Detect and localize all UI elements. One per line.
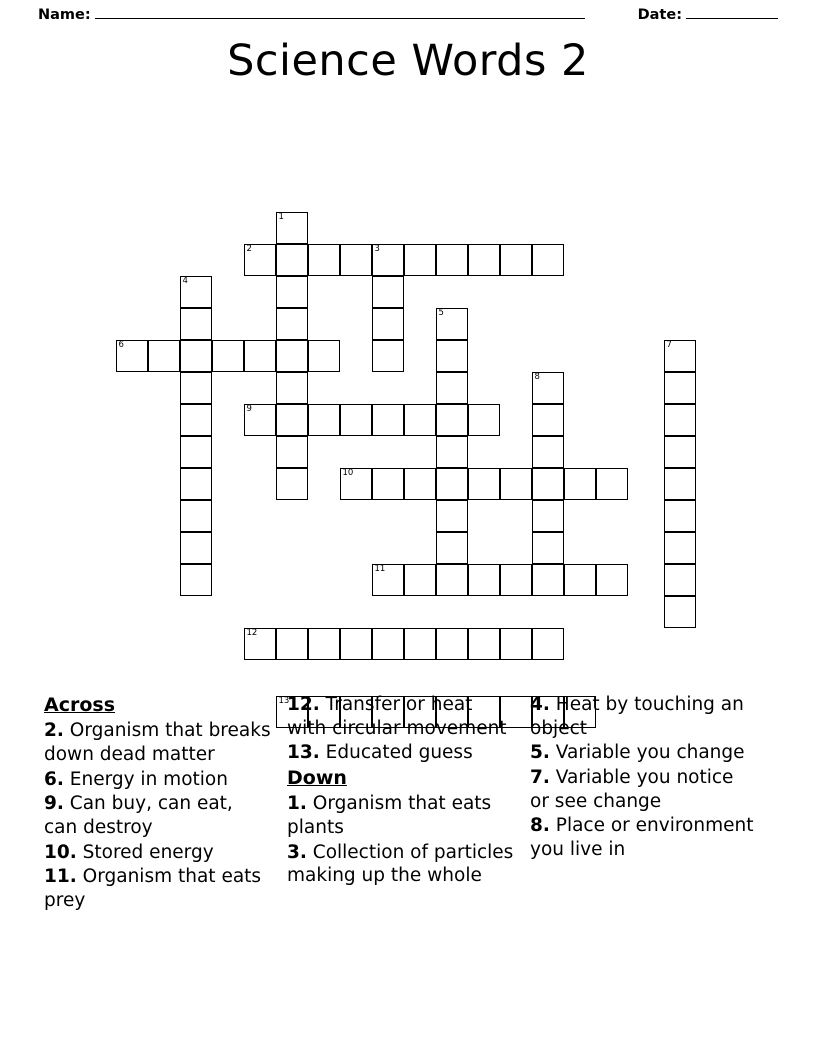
clue-text: Variable you change bbox=[549, 742, 745, 764]
across-heading: Across bbox=[44, 694, 116, 716]
grid-cell[interactable] bbox=[500, 468, 532, 500]
clue-text: Organism that eats prey bbox=[44, 866, 262, 912]
clue-number: 11. bbox=[44, 866, 77, 888]
grid-cell[interactable] bbox=[664, 340, 696, 372]
clue-number: 2. bbox=[44, 720, 64, 742]
grid-cell[interactable] bbox=[276, 372, 308, 404]
grid-cell[interactable] bbox=[404, 244, 436, 276]
clue-text: Energy in motion bbox=[63, 768, 228, 790]
clue-item bbox=[530, 693, 757, 740]
clues-section bbox=[44, 693, 774, 914]
page-title: Science Words 2 bbox=[227, 36, 589, 86]
grid-cell[interactable] bbox=[404, 468, 436, 500]
clue-text: Heat by touching an object bbox=[530, 694, 744, 739]
grid-cell[interactable] bbox=[244, 340, 276, 372]
clues-column-2 bbox=[287, 693, 530, 914]
grid-cell[interactable] bbox=[664, 564, 696, 596]
clue-text: Educated guess bbox=[319, 742, 473, 764]
clue-text: Stored energy bbox=[76, 841, 214, 863]
grid-cell-number: 9 bbox=[246, 404, 252, 414]
clue-item bbox=[530, 814, 757, 861]
grid-cell[interactable] bbox=[180, 564, 212, 596]
name-field-group bbox=[38, 6, 638, 23]
grid-cell[interactable] bbox=[372, 628, 404, 660]
clue-item bbox=[287, 741, 514, 765]
grid-cell[interactable] bbox=[468, 564, 500, 596]
grid-cell[interactable] bbox=[664, 500, 696, 532]
clue-text: Transfer or heat with circular movement bbox=[287, 694, 507, 739]
grid-cell[interactable] bbox=[372, 276, 404, 308]
grid-cell[interactable] bbox=[180, 436, 212, 468]
grid-cell[interactable] bbox=[340, 468, 372, 500]
grid-cell[interactable] bbox=[180, 340, 212, 372]
grid-cell[interactable] bbox=[532, 244, 564, 276]
grid-cell[interactable] bbox=[500, 564, 532, 596]
grid-cell[interactable] bbox=[244, 244, 276, 276]
grid-cell[interactable] bbox=[500, 628, 532, 660]
clue-number: 5. bbox=[530, 742, 550, 764]
grid-cell-number: 11 bbox=[374, 564, 386, 574]
grid-cell[interactable] bbox=[276, 468, 308, 500]
grid-cell[interactable] bbox=[340, 628, 372, 660]
grid-cell[interactable] bbox=[596, 468, 628, 500]
grid-cell-number: 8 bbox=[534, 372, 540, 382]
grid-cell[interactable] bbox=[276, 244, 308, 276]
grid-cell-number: 3 bbox=[374, 244, 380, 254]
name-label: Name: bbox=[38, 6, 91, 23]
clue-number: 7. bbox=[530, 767, 550, 789]
grid-cell[interactable] bbox=[276, 276, 308, 308]
grid-cell[interactable] bbox=[372, 468, 404, 500]
clue-item bbox=[287, 841, 514, 888]
grid-cell[interactable] bbox=[532, 468, 564, 500]
clue-item bbox=[287, 693, 514, 740]
grid-cell[interactable] bbox=[436, 628, 468, 660]
grid-cell[interactable] bbox=[276, 628, 308, 660]
clue-number: 9. bbox=[44, 793, 64, 815]
grid-cell[interactable] bbox=[500, 244, 532, 276]
clue-number: 1. bbox=[287, 793, 307, 815]
clue-item bbox=[44, 841, 271, 865]
grid-cell[interactable] bbox=[532, 628, 564, 660]
grid-cell[interactable] bbox=[532, 564, 564, 596]
grid-cell[interactable] bbox=[308, 404, 340, 436]
grid-cell[interactable] bbox=[468, 244, 500, 276]
date-write-line[interactable] bbox=[686, 6, 778, 19]
grid-cell[interactable] bbox=[436, 340, 468, 372]
grid-cell[interactable] bbox=[212, 340, 244, 372]
grid-cell[interactable] bbox=[372, 564, 404, 596]
grid-cell[interactable] bbox=[436, 244, 468, 276]
grid-cell-number: 1 bbox=[278, 212, 284, 222]
grid-cell[interactable] bbox=[436, 404, 468, 436]
clue-number: 8. bbox=[530, 815, 550, 837]
grid-cell[interactable] bbox=[180, 468, 212, 500]
grid-cell[interactable] bbox=[532, 532, 564, 564]
grid-cell[interactable] bbox=[468, 468, 500, 500]
grid-cell[interactable] bbox=[180, 276, 212, 308]
grid-cell[interactable] bbox=[468, 628, 500, 660]
grid-cell[interactable] bbox=[308, 340, 340, 372]
clue-number: 13. bbox=[287, 742, 320, 764]
grid-cell[interactable] bbox=[664, 532, 696, 564]
grid-cell[interactable] bbox=[436, 372, 468, 404]
grid-cell[interactable] bbox=[436, 532, 468, 564]
clue-text: Can buy, can eat, can destroy bbox=[44, 793, 233, 838]
grid-cell[interactable] bbox=[276, 340, 308, 372]
grid-cell[interactable] bbox=[116, 340, 148, 372]
clue-text: Place or environment you live in bbox=[530, 815, 754, 861]
clue-number: 3. bbox=[287, 841, 307, 863]
grid-cell-number: 4 bbox=[182, 276, 188, 286]
date-label: Date: bbox=[637, 6, 682, 23]
grid-cell[interactable] bbox=[308, 244, 340, 276]
grid-cell[interactable] bbox=[148, 340, 180, 372]
clue-item bbox=[530, 741, 757, 765]
clue-text: Organism that breaks down dead matter bbox=[44, 720, 271, 765]
clue-text: Organism that eats plants bbox=[287, 793, 492, 838]
grid-cell[interactable] bbox=[404, 564, 436, 596]
grid-cell[interactable] bbox=[436, 436, 468, 468]
clue-number: 10. bbox=[44, 841, 77, 863]
grid-cell[interactable] bbox=[276, 436, 308, 468]
grid-cell-number: 12 bbox=[246, 628, 258, 638]
clue-number: 4. bbox=[530, 694, 550, 715]
clue-item bbox=[44, 719, 271, 766]
grid-cell[interactable] bbox=[596, 564, 628, 596]
grid-cell[interactable] bbox=[404, 404, 436, 436]
grid-cell[interactable] bbox=[532, 404, 564, 436]
date-field-group bbox=[638, 6, 778, 23]
grid-cell[interactable] bbox=[436, 468, 468, 500]
grid-cell-number: 2 bbox=[246, 244, 252, 254]
grid-cell[interactable] bbox=[340, 404, 372, 436]
grid-cell[interactable] bbox=[664, 404, 696, 436]
grid-cell[interactable] bbox=[664, 596, 696, 628]
grid-cell-number: 7 bbox=[666, 340, 672, 350]
grid-cell[interactable] bbox=[436, 500, 468, 532]
grid-cell[interactable] bbox=[372, 404, 404, 436]
grid-cell[interactable] bbox=[180, 372, 212, 404]
grid-cell[interactable] bbox=[468, 404, 500, 436]
clues-column-3 bbox=[530, 693, 773, 914]
grid-cell[interactable] bbox=[180, 404, 212, 436]
grid-cell[interactable] bbox=[436, 564, 468, 596]
grid-cell[interactable] bbox=[664, 436, 696, 468]
clue-item bbox=[44, 792, 271, 839]
clue-number: 6. bbox=[44, 768, 64, 790]
grid-cell[interactable] bbox=[564, 468, 596, 500]
clue-item bbox=[530, 766, 757, 813]
clue-text: Variable you notice or see change bbox=[530, 767, 734, 812]
grid-cell[interactable] bbox=[532, 436, 564, 468]
clue-item bbox=[44, 768, 271, 792]
grid-cell-number: 5 bbox=[438, 308, 444, 318]
clue-number: 12. bbox=[287, 694, 320, 715]
grid-cell[interactable] bbox=[404, 628, 436, 660]
grid-cell[interactable] bbox=[276, 212, 308, 244]
clues-column-1 bbox=[44, 693, 287, 914]
grid-cell[interactable] bbox=[532, 372, 564, 404]
grid-cell[interactable] bbox=[340, 244, 372, 276]
grid-cell[interactable] bbox=[308, 628, 340, 660]
grid-cell[interactable] bbox=[664, 372, 696, 404]
grid-cell[interactable] bbox=[532, 500, 564, 532]
grid-cell[interactable] bbox=[564, 564, 596, 596]
clue-item bbox=[44, 865, 271, 912]
grid-cell[interactable] bbox=[372, 244, 404, 276]
grid-cell[interactable] bbox=[664, 468, 696, 500]
grid-cell[interactable] bbox=[436, 308, 468, 340]
grid-cell[interactable] bbox=[180, 532, 212, 564]
grid-cell[interactable] bbox=[180, 500, 212, 532]
grid-cell[interactable] bbox=[244, 404, 276, 436]
grid-cell-number: 13 bbox=[278, 696, 290, 706]
grid-cell[interactable] bbox=[276, 308, 308, 340]
down-heading: Down bbox=[287, 767, 347, 790]
grid-cell[interactable] bbox=[180, 308, 212, 340]
name-write-line[interactable] bbox=[95, 6, 585, 19]
grid-cell[interactable] bbox=[244, 628, 276, 660]
grid-cell[interactable] bbox=[372, 308, 404, 340]
grid-cell-number: 6 bbox=[118, 340, 124, 350]
grid-cell[interactable] bbox=[372, 340, 404, 372]
grid-cell-number: 10 bbox=[342, 468, 354, 478]
grid-cell[interactable] bbox=[276, 404, 308, 436]
worksheet-header bbox=[0, 0, 816, 28]
clue-item bbox=[287, 792, 514, 839]
clue-text: Collection of particles making up the whole bbox=[287, 841, 514, 887]
